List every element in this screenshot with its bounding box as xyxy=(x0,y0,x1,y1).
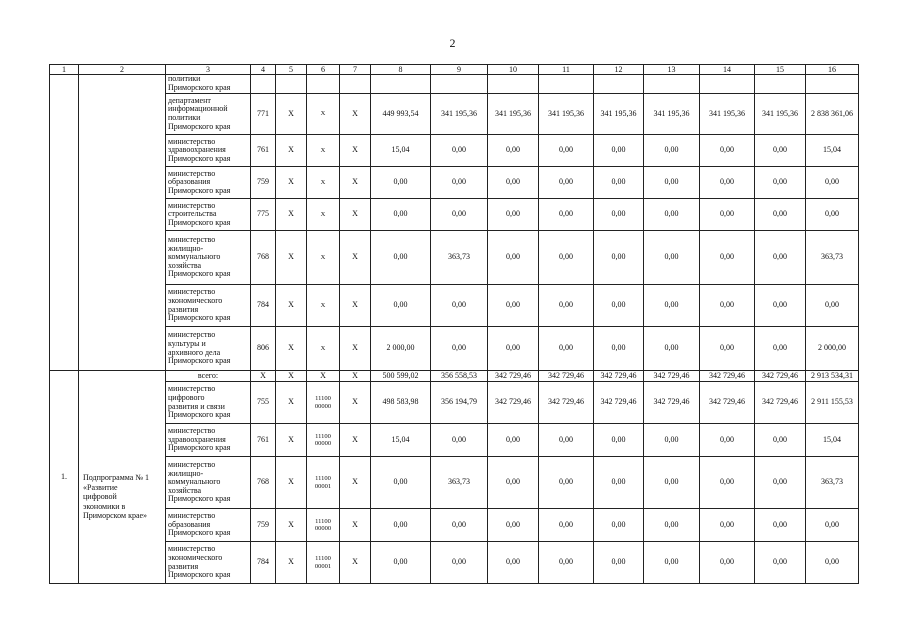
organization-name: хозяйства xyxy=(168,485,202,495)
organization-name: министерство xyxy=(168,136,216,146)
organization-cell xyxy=(166,75,251,94)
total-value-cell: 342 729,46 xyxy=(539,371,594,382)
table-row xyxy=(50,457,859,509)
organization-cell xyxy=(166,231,251,285)
kbk-cell xyxy=(307,457,340,509)
organization-name: министерство xyxy=(168,168,216,178)
table-row xyxy=(50,94,859,135)
value-cell: 0,00 xyxy=(700,457,755,509)
organization-name: развития xyxy=(168,561,199,571)
organization-name: министерство xyxy=(168,460,216,470)
total-value-cell: 356 558,53 xyxy=(431,371,488,382)
header-cell: 11 xyxy=(539,65,594,75)
organization-name: Приморского края xyxy=(168,570,231,580)
header-cell: 3 xyxy=(166,65,251,75)
organization-name: культуры и xyxy=(168,338,206,348)
header-cell: 13 xyxy=(644,65,700,75)
value-cell: Х xyxy=(276,424,307,457)
value-cell: 341 195,36 xyxy=(539,94,594,135)
organization-name: коммунального xyxy=(168,477,221,487)
value-cell: 0,00 xyxy=(644,199,700,231)
value-cell: 0,00 xyxy=(644,167,700,199)
value-cell: Х xyxy=(276,542,307,584)
organization-name: коммунального xyxy=(168,252,221,262)
value-cell: 0,00 xyxy=(594,135,644,167)
value-cell: 342 729,46 xyxy=(594,382,644,424)
page-number: 2 xyxy=(449,36,456,50)
value-cell: 0,00 xyxy=(488,424,539,457)
value-cell: 0,00 xyxy=(755,542,806,584)
organization-name: Приморского края xyxy=(168,121,231,131)
organization-name: здравоохранения xyxy=(168,145,226,155)
value-cell: Х xyxy=(340,327,371,371)
kbk-cell xyxy=(307,75,340,94)
table-row xyxy=(50,75,859,94)
value-cell: Х xyxy=(276,285,307,327)
budget-table xyxy=(49,64,859,584)
value-cell: Х xyxy=(276,327,307,371)
value-cell: 0,00 xyxy=(371,457,431,509)
value-cell: 0,00 xyxy=(755,457,806,509)
value-cell: 0,00 xyxy=(488,327,539,371)
value-cell: 0,00 xyxy=(594,509,644,542)
table-row xyxy=(50,509,859,542)
organization-name: развития и связи xyxy=(168,401,225,411)
organization-cell xyxy=(166,382,251,424)
header-row xyxy=(50,65,859,75)
value-cell xyxy=(644,75,700,94)
organization-cell xyxy=(166,135,251,167)
organization-cell xyxy=(166,542,251,584)
total-value-cell: 500 599,02 xyxy=(371,371,431,382)
kbk-text: 00000 xyxy=(314,440,332,447)
value-cell: 0,00 xyxy=(644,424,700,457)
value-cell: 2 911 155,53 xyxy=(806,382,859,424)
total-value-cell: Х xyxy=(251,371,276,382)
value-cell: 363,73 xyxy=(806,231,859,285)
program-line: цифровой xyxy=(83,492,117,502)
value-cell: 2 000,00 xyxy=(806,327,859,371)
value-cell: Х xyxy=(276,457,307,509)
value-cell: 0,00 xyxy=(539,167,594,199)
value-cell: 0,00 xyxy=(594,457,644,509)
value-cell xyxy=(251,75,276,94)
value-cell: 15,04 xyxy=(806,135,859,167)
value-cell: 342 729,46 xyxy=(755,382,806,424)
value-cell xyxy=(594,75,644,94)
organization-name: Приморского края xyxy=(168,185,231,195)
kbk-text: 11100 xyxy=(315,555,331,562)
value-cell: 761 xyxy=(251,424,276,457)
organization-name: экономического xyxy=(168,295,223,305)
value-cell: 341 195,36 xyxy=(488,94,539,135)
kbk-cell: Х xyxy=(307,94,340,135)
total-value-cell: Х xyxy=(276,371,307,382)
program-line: «Развитие xyxy=(83,482,118,492)
kbk-text: 00001 xyxy=(314,482,332,490)
organization-cell xyxy=(166,285,251,327)
value-cell: 0,00 xyxy=(594,231,644,285)
value-cell: 0,00 xyxy=(488,135,539,167)
program-line: Приморском крае» xyxy=(83,511,148,521)
value-cell: 342 729,46 xyxy=(539,382,594,424)
value-cell: 0,00 xyxy=(755,424,806,457)
value-cell: 0,00 xyxy=(644,135,700,167)
program-cell xyxy=(79,371,166,584)
value-cell: 0,00 xyxy=(431,285,488,327)
value-cell: 784 xyxy=(251,542,276,584)
header-cell: 5 xyxy=(276,65,307,75)
kbk-cell: Х xyxy=(307,327,340,371)
value-cell: 0,00 xyxy=(371,509,431,542)
organization-cell xyxy=(166,167,251,199)
organization-cell xyxy=(166,457,251,509)
value-cell: 0,00 xyxy=(431,424,488,457)
organization-name: Приморского края xyxy=(168,269,231,279)
value-cell: 0,00 xyxy=(371,167,431,199)
organization-name: строительства xyxy=(168,209,217,219)
organization-name: архивного дела xyxy=(168,347,221,357)
table-row xyxy=(50,135,859,167)
organization-name: Приморского края xyxy=(168,153,231,163)
organization-name: Приморского края xyxy=(168,217,231,227)
value-cell: 0,00 xyxy=(594,542,644,584)
kbk-text: 11100 xyxy=(315,432,331,440)
value-cell: 0,00 xyxy=(700,542,755,584)
organization-name: политики xyxy=(168,74,201,84)
organization-name: хозяйства xyxy=(168,260,202,270)
kbk-cell xyxy=(307,542,340,584)
organization-name: министерство xyxy=(168,200,216,210)
organization-name: министерство xyxy=(168,511,216,521)
kbk-text: 00001 xyxy=(314,562,332,570)
value-cell: 341 195,36 xyxy=(431,94,488,135)
value-cell: Х xyxy=(340,199,371,231)
value-cell: 0,00 xyxy=(371,199,431,231)
value-cell: 0,00 xyxy=(488,542,539,584)
value-cell: 0,00 xyxy=(700,199,755,231)
total-label: всего: xyxy=(166,371,251,382)
value-cell: 0,00 xyxy=(539,542,594,584)
value-cell: 0,00 xyxy=(700,424,755,457)
table-row xyxy=(50,231,859,285)
value-cell: Х xyxy=(276,167,307,199)
value-cell: 775 xyxy=(251,199,276,231)
value-cell: 755 xyxy=(251,382,276,424)
value-cell: Х xyxy=(340,231,371,285)
organization-name: Приморского края xyxy=(168,443,231,453)
value-cell: 0,00 xyxy=(644,542,700,584)
kbk-cell xyxy=(307,382,340,424)
header-cell: 15 xyxy=(755,65,806,75)
value-cell: 759 xyxy=(251,167,276,199)
value-cell: 0,00 xyxy=(539,285,594,327)
value-cell: 0,00 xyxy=(806,509,859,542)
organization-name: Приморского края xyxy=(168,356,231,366)
value-cell: 0,00 xyxy=(488,457,539,509)
value-cell: 0,00 xyxy=(806,542,859,584)
value-cell: 759 xyxy=(251,509,276,542)
header-cell: 7 xyxy=(340,65,371,75)
organization-name: министерство xyxy=(168,235,216,245)
value-cell: 0,00 xyxy=(755,231,806,285)
value-cell: Х xyxy=(340,285,371,327)
organization-name: Приморского края xyxy=(168,313,231,323)
value-cell: 0,00 xyxy=(371,542,431,584)
value-cell: 2 000,00 xyxy=(371,327,431,371)
value-cell: 342 729,46 xyxy=(488,382,539,424)
value-cell: 0,00 xyxy=(644,231,700,285)
value-cell: Х xyxy=(340,424,371,457)
value-cell: 0,00 xyxy=(539,424,594,457)
value-cell: 342 729,46 xyxy=(700,382,755,424)
value-cell: 0,00 xyxy=(488,509,539,542)
value-cell: 0,00 xyxy=(700,231,755,285)
kbk-cell: Х xyxy=(307,167,340,199)
value-cell: 0,00 xyxy=(644,285,700,327)
value-cell xyxy=(488,75,539,94)
value-cell: 0,00 xyxy=(644,327,700,371)
value-cell: 363,73 xyxy=(431,457,488,509)
value-cell: 363,73 xyxy=(806,457,859,509)
value-cell: Х xyxy=(340,509,371,542)
total-value-cell: Х xyxy=(340,371,371,382)
value-cell xyxy=(755,75,806,94)
program-line: экономики в xyxy=(83,501,126,511)
value-cell: 0,00 xyxy=(806,285,859,327)
value-cell: 0,00 xyxy=(700,285,755,327)
value-cell: Х xyxy=(340,135,371,167)
value-cell xyxy=(276,75,307,94)
value-cell: 0,00 xyxy=(700,327,755,371)
total-value-cell: 342 729,46 xyxy=(755,371,806,382)
value-cell: 768 xyxy=(251,457,276,509)
kbk-text: 00000 xyxy=(314,402,332,410)
value-cell: 0,00 xyxy=(644,457,700,509)
value-cell: 15,04 xyxy=(371,424,431,457)
organization-name: экономического xyxy=(168,552,223,562)
organization-name: департамент xyxy=(168,95,211,105)
kbk-text: 11100 xyxy=(315,395,331,402)
table-row xyxy=(50,542,859,584)
value-cell: 0,00 xyxy=(488,285,539,327)
kbk-cell: Х xyxy=(307,135,340,167)
value-cell: 341 195,36 xyxy=(700,94,755,135)
organization-cell xyxy=(166,509,251,542)
value-cell: 0,00 xyxy=(594,327,644,371)
value-cell: 0,00 xyxy=(431,509,488,542)
kbk-text: 11100 xyxy=(315,517,331,525)
value-cell: 341 195,36 xyxy=(644,94,700,135)
header-cell: 10 xyxy=(488,65,539,75)
value-cell: 0,00 xyxy=(644,509,700,542)
organization-name: информационной xyxy=(168,104,228,114)
value-cell: 0,00 xyxy=(755,327,806,371)
organization-name: Приморского края xyxy=(168,528,231,538)
organization-name: здравоохранения xyxy=(168,434,226,444)
value-cell: Х xyxy=(276,231,307,285)
header-cell: 8 xyxy=(371,65,431,75)
value-cell: 342 729,46 xyxy=(644,382,700,424)
value-cell: 784 xyxy=(251,285,276,327)
value-cell: Х xyxy=(276,509,307,542)
value-cell: 0,00 xyxy=(488,167,539,199)
value-cell: Х xyxy=(340,382,371,424)
organization-name: министерство xyxy=(168,287,216,297)
organization-cell xyxy=(166,327,251,371)
value-cell: 0,00 xyxy=(755,509,806,542)
header-cell: 9 xyxy=(431,65,488,75)
header-cell: 4 xyxy=(251,65,276,75)
value-cell: Х xyxy=(276,94,307,135)
value-cell: 341 195,36 xyxy=(755,94,806,135)
value-cell: 771 xyxy=(251,94,276,135)
organization-name: Приморского края xyxy=(168,83,231,92)
value-cell: 0,00 xyxy=(700,135,755,167)
value-cell: 0,00 xyxy=(594,167,644,199)
value-cell: 0,00 xyxy=(594,285,644,327)
value-cell: 0,00 xyxy=(431,167,488,199)
value-cell: 0,00 xyxy=(431,542,488,584)
value-cell: 0,00 xyxy=(371,285,431,327)
table-row xyxy=(50,285,859,327)
value-cell: 0,00 xyxy=(431,199,488,231)
value-cell xyxy=(431,75,488,94)
kbk-cell: Х xyxy=(307,285,340,327)
kbk-text: 00000 xyxy=(314,525,332,532)
header-cell: 16 xyxy=(806,65,859,75)
organization-name: образования xyxy=(168,177,211,187)
value-cell: 15,04 xyxy=(806,424,859,457)
value-cell: 0,00 xyxy=(594,199,644,231)
value-cell xyxy=(371,75,431,94)
table-row xyxy=(50,382,859,424)
organization-name: министерство xyxy=(168,330,216,340)
value-cell: 0,00 xyxy=(431,327,488,371)
value-cell: 0,00 xyxy=(594,424,644,457)
value-cell: 0,00 xyxy=(700,509,755,542)
value-cell: 0,00 xyxy=(431,135,488,167)
total-value-cell: 342 729,46 xyxy=(488,371,539,382)
organization-name: министерство xyxy=(168,426,216,436)
value-cell xyxy=(539,75,594,94)
organization-cell xyxy=(166,94,251,135)
value-cell: 341 195,36 xyxy=(594,94,644,135)
value-cell: 0,00 xyxy=(755,285,806,327)
value-cell: 356 194,79 xyxy=(431,382,488,424)
table-row xyxy=(50,424,859,457)
value-cell: Х xyxy=(340,94,371,135)
total-value-cell: 2 913 534,31 xyxy=(806,371,859,382)
number-cell xyxy=(50,75,79,371)
value-cell: 0,00 xyxy=(539,327,594,371)
table-row xyxy=(50,199,859,231)
organization-cell xyxy=(166,424,251,457)
kbk-cell xyxy=(307,424,340,457)
kbk-cell: Х xyxy=(307,231,340,285)
value-cell: Х xyxy=(340,542,371,584)
program-cell xyxy=(79,75,166,371)
value-cell xyxy=(340,75,371,94)
value-cell: 363,73 xyxy=(431,231,488,285)
header-cell: 6 xyxy=(307,65,340,75)
value-cell: 0,00 xyxy=(539,199,594,231)
value-cell: 498 583,98 xyxy=(371,382,431,424)
header-cell: 2 xyxy=(79,65,166,75)
value-cell: 0,00 xyxy=(700,167,755,199)
value-cell: 0,00 xyxy=(755,167,806,199)
value-cell xyxy=(806,75,859,94)
value-cell: Х xyxy=(276,135,307,167)
organization-name: министерство xyxy=(168,384,216,394)
table-body xyxy=(50,65,859,584)
table-row xyxy=(50,327,859,371)
total-row xyxy=(50,371,859,382)
organization-name: жилищно- xyxy=(168,468,204,478)
value-cell: 0,00 xyxy=(488,231,539,285)
value-cell: 0,00 xyxy=(488,199,539,231)
value-cell: 0,00 xyxy=(539,231,594,285)
organization-name: Приморского края xyxy=(168,494,231,504)
value-cell xyxy=(700,75,755,94)
organization-name: министерство xyxy=(168,544,216,554)
kbk-cell: Х xyxy=(307,199,340,231)
kbk-cell xyxy=(307,509,340,542)
value-cell: Х xyxy=(340,457,371,509)
total-value-cell: 342 729,46 xyxy=(644,371,700,382)
value-cell: 0,00 xyxy=(806,199,859,231)
organization-name: жилищно- xyxy=(168,243,204,253)
value-cell: 0,00 xyxy=(539,457,594,509)
organization-name: цифрового xyxy=(168,392,205,402)
organization-name: образования xyxy=(168,519,211,529)
value-cell: Х xyxy=(276,199,307,231)
value-cell: 0,00 xyxy=(755,199,806,231)
total-value-cell: Х xyxy=(307,371,340,382)
organization-name: политики xyxy=(168,113,201,122)
value-cell: 0,00 xyxy=(755,135,806,167)
total-value-cell: 342 729,46 xyxy=(700,371,755,382)
value-cell: 0,00 xyxy=(806,167,859,199)
kbk-text: 11100 xyxy=(315,475,331,482)
table-row xyxy=(50,167,859,199)
program-line: Подпрограмма № 1 xyxy=(83,473,149,483)
value-cell: Х xyxy=(340,167,371,199)
value-cell: Х xyxy=(276,382,307,424)
value-cell: 768 xyxy=(251,231,276,285)
value-cell: 806 xyxy=(251,327,276,371)
program-title xyxy=(83,433,165,521)
value-cell: 761 xyxy=(251,135,276,167)
header-cell: 14 xyxy=(700,65,755,75)
number-cell: 1. xyxy=(50,371,79,584)
header-cell: 12 xyxy=(594,65,644,75)
value-cell: 0,00 xyxy=(371,231,431,285)
value-cell: 2 838 361,06 xyxy=(806,94,859,135)
total-value-cell: 342 729,46 xyxy=(594,371,644,382)
organization-cell xyxy=(166,199,251,231)
value-cell: 15,04 xyxy=(371,135,431,167)
value-cell: 0,00 xyxy=(539,135,594,167)
organization-name: развития xyxy=(168,304,199,314)
value-cell: 0,00 xyxy=(539,509,594,542)
header-cell: 1 xyxy=(50,65,79,75)
organization-name: Приморского края xyxy=(168,410,231,420)
value-cell: 449 993,54 xyxy=(371,94,431,135)
